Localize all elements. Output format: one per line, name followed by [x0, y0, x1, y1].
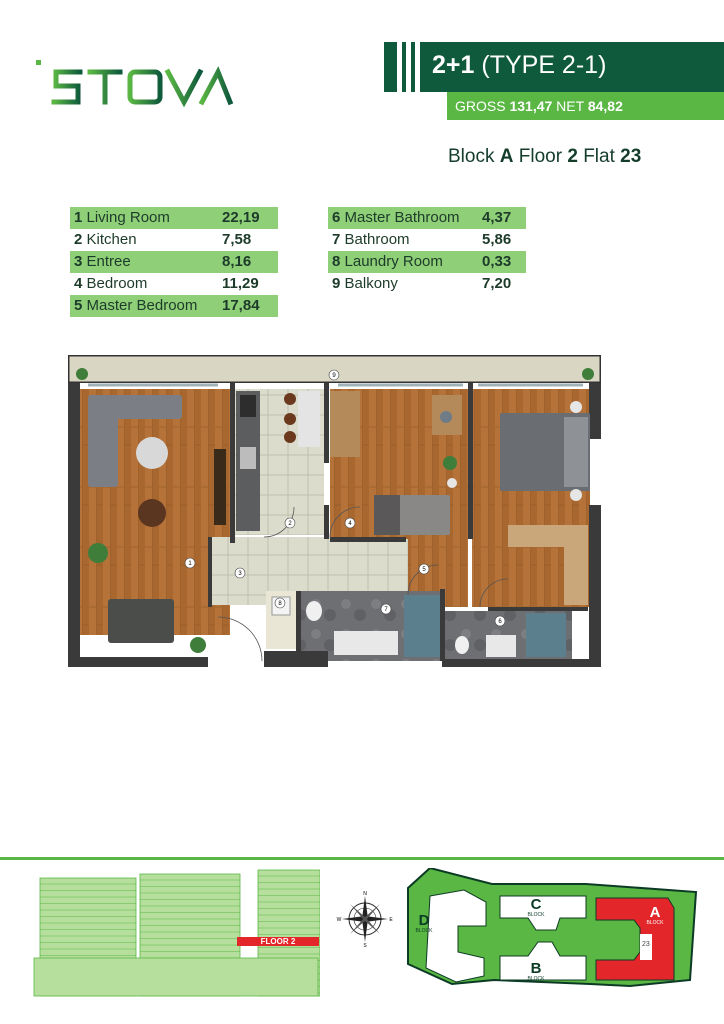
- room-number: 3: [74, 253, 83, 270]
- room-row: [70, 273, 278, 295]
- room-marker-number: 3: [238, 571, 242, 577]
- room-area: 22,19: [222, 209, 260, 226]
- toilet: [306, 601, 322, 621]
- block-b-label: [522, 962, 550, 982]
- floor-label: Floor: [513, 146, 568, 167]
- room-row: [328, 251, 526, 273]
- master-shower: [526, 613, 566, 657]
- compass-east: E: [389, 917, 393, 923]
- block-value: A: [499, 146, 514, 167]
- istova-logo: [34, 54, 234, 108]
- banner-stripe: [406, 42, 411, 92]
- room-name: Living Room: [82, 209, 170, 226]
- room-area: 17,84: [222, 297, 260, 314]
- block-d-letter: D: [418, 912, 430, 929]
- room-area: 11,29: [222, 275, 259, 292]
- room-row: [70, 295, 278, 317]
- block-c-caption: BLOCK: [527, 912, 545, 918]
- room-marker-number: 6: [498, 619, 502, 625]
- room-area: 4,37: [482, 209, 512, 226]
- block-c-label: [522, 898, 550, 918]
- room-list-left: [70, 207, 278, 317]
- type-banner: [384, 42, 724, 92]
- floor-plan: [68, 355, 601, 667]
- site-plan: [400, 868, 700, 998]
- banner-stripe: [397, 42, 402, 92]
- block-a-label: [642, 906, 668, 926]
- room-name: Master Bedroom: [82, 297, 198, 314]
- room-marker-number: 4: [348, 521, 352, 527]
- room-name: Balkony: [340, 275, 398, 292]
- room-list-right: [328, 207, 526, 295]
- armchair: [138, 499, 166, 527]
- room-number: 7: [332, 231, 341, 248]
- room-name: Master Bathroom: [340, 209, 460, 226]
- coffee-table: [136, 437, 168, 469]
- room-row: [328, 229, 526, 251]
- flat-location: [448, 146, 641, 168]
- floor-value: 2: [567, 146, 578, 167]
- flat-number-marker: 23: [642, 941, 650, 948]
- room-name: Bedroom: [82, 275, 148, 292]
- room-marker-number: 5: [422, 567, 426, 573]
- room-marker-number: 7: [384, 607, 388, 613]
- room-row: [70, 207, 278, 229]
- room-name: Entree: [82, 253, 131, 270]
- room-number: 5: [74, 297, 83, 314]
- dining-table: [108, 599, 174, 643]
- shower: [404, 595, 440, 657]
- compass-north: N: [363, 891, 367, 897]
- room-area: 5,86: [482, 231, 512, 248]
- block-d-label: [412, 914, 436, 934]
- room-row: [328, 273, 526, 295]
- flat-label: Flat: [577, 146, 621, 167]
- block-b-caption: BLOCK: [527, 976, 545, 982]
- area-summary: [447, 92, 724, 120]
- room-area: 0,33: [482, 253, 512, 270]
- gross-value: 131,47: [509, 98, 553, 114]
- room-name: Kitchen: [82, 231, 137, 248]
- building-podium: [34, 958, 318, 996]
- apartment-type: [432, 51, 606, 80]
- room-row: [70, 229, 278, 251]
- floor-indicator: FLOOR 2: [237, 937, 319, 946]
- block-label: Block: [448, 146, 500, 167]
- block-d-caption: BLOCK: [415, 928, 433, 934]
- room-name: Bathroom: [340, 231, 410, 248]
- building-elevation: [30, 868, 320, 998]
- banner-stripe: [415, 42, 420, 92]
- net-value: 84,82: [587, 98, 623, 114]
- compass-icon: [336, 890, 394, 948]
- block-a-letter: A: [649, 904, 661, 921]
- flat-value: 23: [620, 146, 642, 167]
- room-row: [328, 207, 526, 229]
- room-number: 1: [74, 209, 83, 226]
- room-marker-number: 9: [332, 373, 336, 379]
- room-area: 8,16: [222, 253, 252, 270]
- compass-south: S: [363, 943, 367, 948]
- compass-west: W: [336, 917, 342, 923]
- block-b-letter: B: [530, 960, 542, 977]
- room-marker-number: 2: [288, 521, 292, 527]
- gross-label: GROSS: [455, 98, 510, 114]
- bathroom-sink: [334, 631, 398, 655]
- room-number: 2: [74, 231, 83, 248]
- tv-unit: [214, 449, 226, 525]
- room-name: Laundry Room: [340, 253, 443, 270]
- room-area: 7,58: [222, 231, 252, 248]
- kitchen-island: [298, 391, 320, 447]
- room-area: 7,20: [482, 275, 512, 292]
- room-marker-number: 8: [278, 601, 282, 607]
- room-row: [70, 251, 278, 273]
- type-rest: (TYPE 2-1): [474, 51, 607, 79]
- room-number: 4: [74, 275, 83, 292]
- plant: [88, 543, 108, 563]
- room-marker-number: 1: [188, 561, 192, 567]
- section-divider: [0, 857, 724, 860]
- wardrobe: [330, 391, 360, 457]
- net-label: NET: [552, 98, 588, 114]
- type-bold: 2+1: [432, 51, 475, 79]
- room-number: 8: [332, 253, 341, 270]
- block-c-letter: C: [530, 896, 542, 913]
- block-a-caption: BLOCK: [646, 920, 664, 926]
- room-number: 9: [332, 275, 341, 292]
- room-number: 6: [332, 209, 341, 226]
